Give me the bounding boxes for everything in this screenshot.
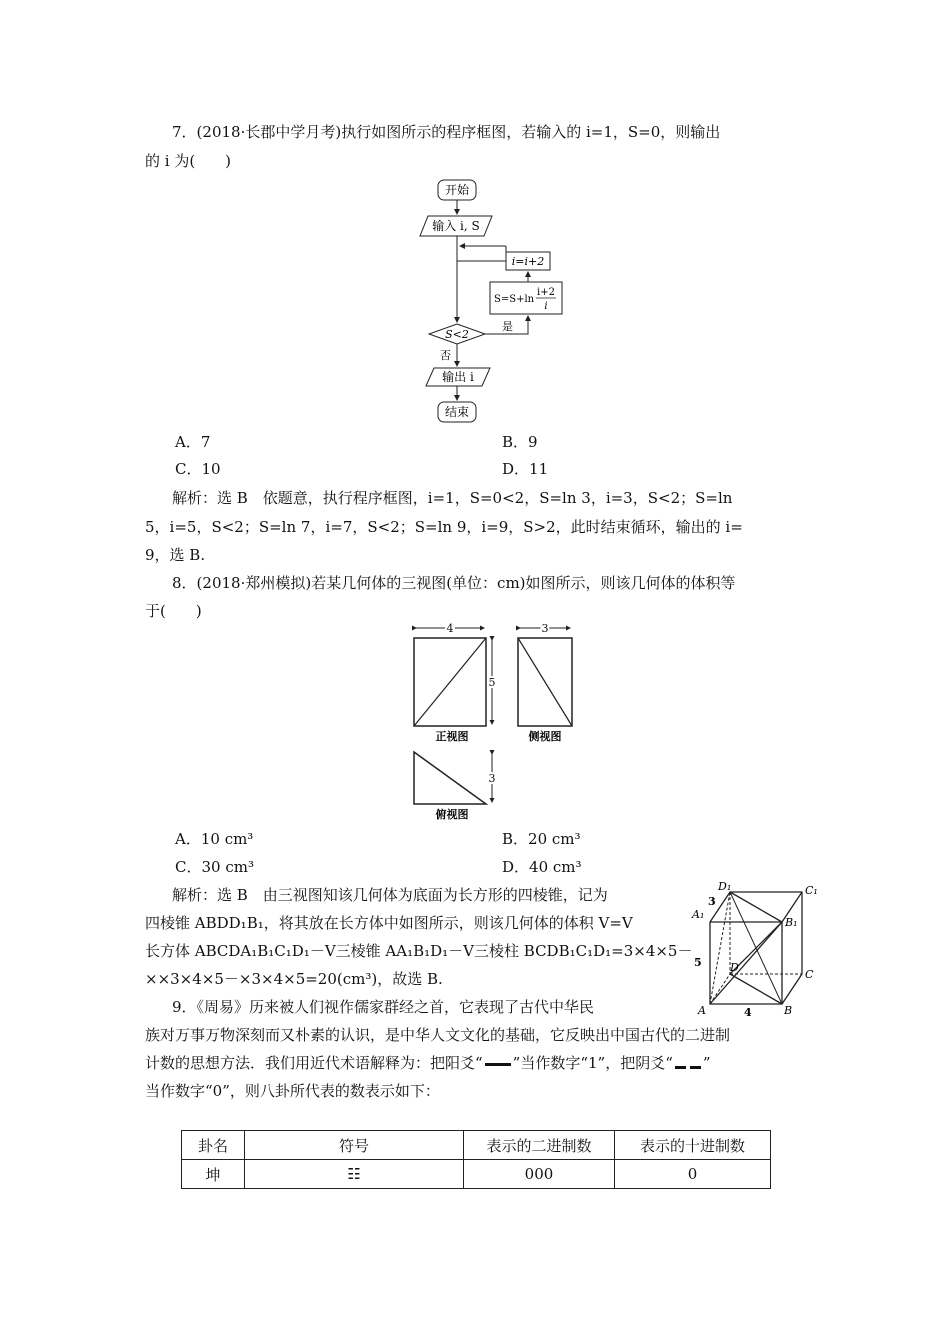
q9-line3-part2: ”当作数字“1”，把阴爻“	[512, 1054, 673, 1072]
q7-flowchart	[410, 176, 580, 426]
q9-stem-line4: 当作数字“0”，则八卦所代表的数表示如下：	[145, 1082, 440, 1100]
q8-three-views	[400, 622, 590, 824]
q8-solution-line3: 长方体 ABCDA₁B₁C₁D₁－V三棱锥 AA₁B₁D₁－V三棱柱 BCDB₁C₁D₁=3×4×5－	[145, 942, 693, 960]
q8-option-c: C．30 cm³	[175, 858, 254, 876]
q9-line3-part1: 计数的思想方法．我们用近代术语解释为：把阳爻“	[145, 1054, 483, 1072]
q8-solution-line2: 四棱锥 ABDD₁B₁，将其放在长方体中如图所示，则该几何体的体积 V=V	[145, 914, 633, 932]
q8-option-b: B．20 cm³	[502, 830, 581, 848]
flow-yes-label: 是	[502, 320, 513, 333]
q9-line3-part3: ”	[702, 1054, 711, 1072]
header-binary: 表示的二进制数	[464, 1131, 615, 1160]
cube-label-a: A	[698, 1004, 706, 1017]
flow-no-label: 否	[440, 349, 451, 362]
flow-frac-den: i	[544, 301, 548, 312]
cube-label-c: C	[805, 968, 814, 981]
header-symbol: 符号	[245, 1131, 464, 1160]
flow-frac-num: i+2	[537, 287, 555, 298]
q8-stem-line1: 8．(2018·郑州模拟)若某几何体的三视图(单位：cm)如图所示，则该几何体的体积等	[172, 574, 736, 592]
cube-label-c1: C₁	[805, 884, 818, 897]
flow-end-text: 结束	[444, 405, 470, 419]
cell-symbol: ☷	[245, 1160, 464, 1189]
q8-option-d: D．40 cm³	[502, 858, 582, 876]
cell-binary: 000	[464, 1160, 615, 1189]
flow-output-text: 输出 i	[442, 370, 474, 384]
cube-label-d1: D₁	[718, 880, 732, 893]
cube-label-b: B	[784, 1004, 793, 1017]
cube-len-3: 3	[708, 895, 716, 908]
q9-stem-line1: 9．《周易》历来被人们视作儒家群经之首，它表现了古代中华民	[172, 998, 595, 1016]
yin-line-symbol	[675, 1054, 701, 1074]
q8-solution-line4: ××3×4×5－×3×4×5=20(cm³)，故选 B.	[145, 970, 443, 988]
top-height-label: 3	[488, 772, 496, 785]
table-header-row	[182, 1131, 771, 1160]
side-width-label: 3	[541, 622, 549, 635]
flow-start-text: 开始	[444, 183, 470, 197]
q9-stem-line3	[145, 1053, 711, 1074]
cube-len-4: 4	[744, 1006, 752, 1018]
q8-stem-line2: 于( )	[145, 602, 202, 620]
header-name: 卦名	[182, 1131, 245, 1160]
flow-input-text: 输入 i, S	[432, 219, 480, 233]
cell-name: 坤	[182, 1160, 245, 1189]
front-view-caption: 正视图	[435, 730, 469, 743]
q8-cuboid-figure	[688, 878, 828, 1018]
q7-solution-line2: 5，i=5，S<2；S=ln 7，i=7，S<2；S=ln 9，i=9，S>2，此时结束循环，输出的 i=	[145, 518, 743, 536]
flow-cond-text: S<2	[445, 328, 469, 341]
front-width-label: 4	[446, 622, 454, 635]
q7-solution-line1: 解析：选 B 依题意，执行程序框图，i=1，S=0<2，S=ln 3，i=3，S<2；S=ln	[172, 489, 733, 507]
header-decimal: 表示的十进制数	[615, 1131, 771, 1160]
q7-option-d: D．11	[502, 460, 549, 478]
q7-stem-line2: 的 i 为( )	[145, 152, 232, 170]
q7-option-b: B．9	[502, 433, 538, 451]
side-view-caption: 侧视图	[528, 730, 562, 743]
q7-solution-line3: 9，选 B.	[145, 546, 206, 564]
cell-decimal: 0	[615, 1160, 771, 1189]
q8-option-a: A．10 cm³	[175, 830, 254, 848]
cube-label-d: D	[730, 961, 739, 974]
yang-line-symbol	[485, 1063, 511, 1066]
top-view-triangle	[414, 752, 486, 804]
flow-update-i-text: i=i+2	[511, 255, 545, 268]
q7-stem-line1: 7．(2018·长郡中学月考)执行如图所示的程序框图，若输入的 i=1，S=0，则输出	[172, 123, 721, 141]
flow-update-s-text: S=S+ln	[494, 294, 535, 305]
q8-solution-line1: 解析：选 B 由三视图知该几何体为底面为长方形的四棱锥，记为	[172, 886, 608, 904]
cube-len-5: 5	[694, 956, 702, 969]
cube-label-b1: B₁	[785, 916, 798, 929]
front-height-label: 5	[488, 676, 496, 689]
table-row	[182, 1160, 771, 1189]
bagua-table	[181, 1130, 771, 1189]
q9-stem-line2: 族对万事万物深刻而又朴素的认识，是中华人文文化的基础，它反映出中国古代的二进制	[145, 1026, 731, 1044]
q7-option-c: C．10	[175, 460, 221, 478]
top-view-caption: 俯视图	[435, 808, 469, 821]
cube-label-a1: A₁	[692, 908, 705, 921]
q7-option-a: A．7	[175, 433, 211, 451]
